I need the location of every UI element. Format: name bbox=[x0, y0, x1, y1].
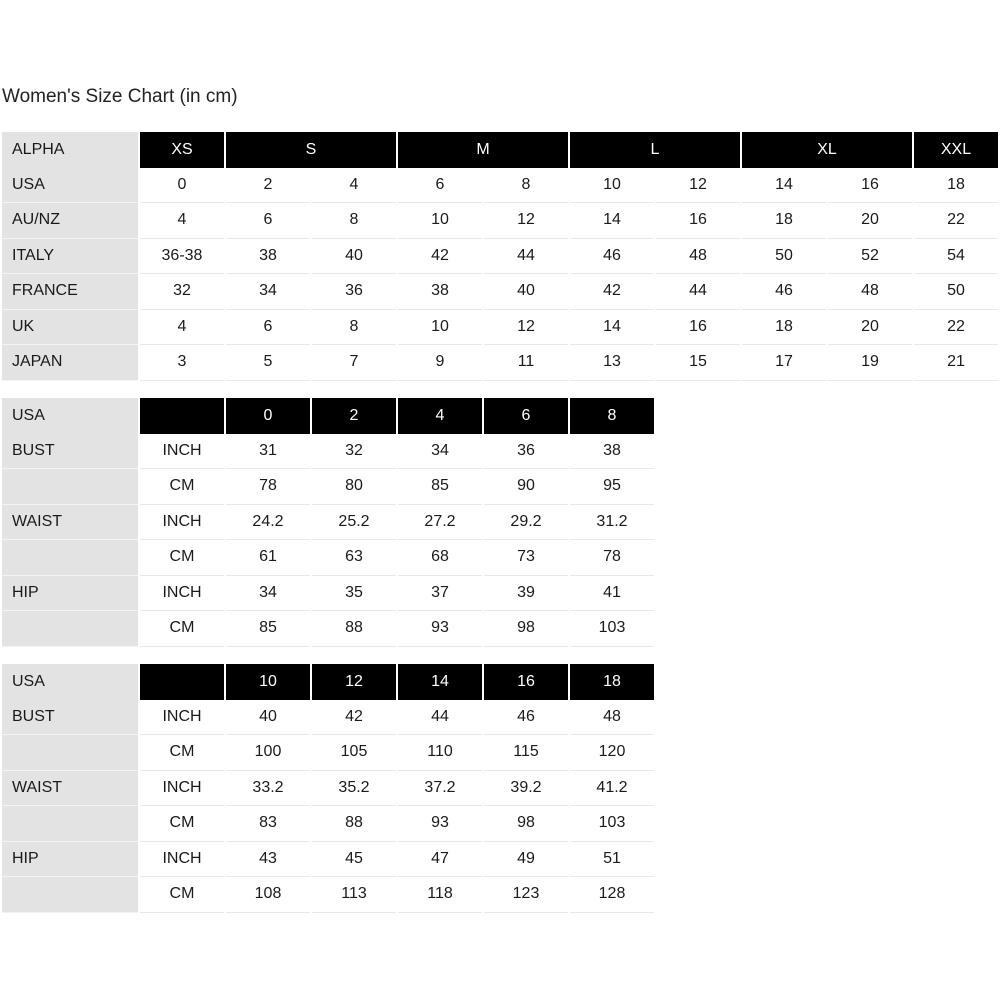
table-cell: 98 bbox=[484, 611, 568, 647]
size-group-header: XL bbox=[742, 132, 912, 168]
unit-label: CM bbox=[140, 540, 224, 576]
size-group-header: M bbox=[398, 132, 568, 168]
table-cell: 93 bbox=[398, 611, 482, 647]
table-cell: 11 bbox=[484, 345, 568, 381]
table-cell: 4 bbox=[312, 168, 396, 204]
table-cell: 44 bbox=[398, 700, 482, 736]
row-label: AU/NZ bbox=[2, 203, 138, 239]
table-cell: 46 bbox=[742, 274, 826, 310]
table-cell: 18 bbox=[914, 168, 998, 204]
table-cell: 0 bbox=[140, 168, 224, 204]
table-cell: 34 bbox=[398, 434, 482, 470]
table-row bbox=[2, 611, 654, 647]
table-cell: 39.2 bbox=[484, 771, 568, 807]
row-label: ITALY bbox=[2, 239, 138, 275]
size-header: 16 bbox=[484, 664, 568, 700]
table-cell: 83 bbox=[226, 806, 310, 842]
table-cell: 6 bbox=[226, 310, 310, 346]
header-label: USA bbox=[2, 398, 138, 434]
table-cell: 16 bbox=[656, 310, 740, 346]
table-cell: 54 bbox=[914, 239, 998, 275]
measurement-label: WAIST bbox=[2, 771, 138, 807]
table-cell: 5 bbox=[226, 345, 310, 381]
table-cell: 38 bbox=[570, 434, 654, 470]
table-cell: 22 bbox=[914, 310, 998, 346]
size-header: 14 bbox=[398, 664, 482, 700]
measurement-label: BUST bbox=[2, 434, 138, 470]
table-cell: 103 bbox=[570, 611, 654, 647]
table-cell: 38 bbox=[226, 239, 310, 275]
table-cell: 27.2 bbox=[398, 505, 482, 541]
table-cell: 2 bbox=[226, 168, 310, 204]
table-row bbox=[2, 540, 654, 576]
table-cell: 16 bbox=[828, 168, 912, 204]
size-header: 18 bbox=[570, 664, 654, 700]
table-row bbox=[2, 434, 654, 470]
table-cell: 46 bbox=[570, 239, 654, 275]
page-title: Women's Size Chart (in cm) bbox=[2, 86, 238, 107]
table-cell: 31.2 bbox=[570, 505, 654, 541]
table-cell: 36 bbox=[312, 274, 396, 310]
table-cell: 29.2 bbox=[484, 505, 568, 541]
table-cell: 24.2 bbox=[226, 505, 310, 541]
table-row bbox=[2, 735, 654, 771]
table-cell: 36-38 bbox=[140, 239, 224, 275]
table-row bbox=[2, 274, 998, 310]
table-cell: 20 bbox=[828, 203, 912, 239]
table-header-row bbox=[2, 132, 998, 168]
table-cell: 14 bbox=[570, 310, 654, 346]
table-cell: 12 bbox=[484, 203, 568, 239]
table-row bbox=[2, 505, 654, 541]
table-cell: 15 bbox=[656, 345, 740, 381]
table-row bbox=[2, 310, 998, 346]
table-row bbox=[2, 771, 654, 807]
table-cell: 4 bbox=[140, 203, 224, 239]
table-row bbox=[2, 168, 998, 204]
size-header: 10 bbox=[226, 664, 310, 700]
table-cell: 73 bbox=[484, 540, 568, 576]
table-cell: 10 bbox=[570, 168, 654, 204]
table-cell: 20 bbox=[828, 310, 912, 346]
table-cell: 14 bbox=[570, 203, 654, 239]
table-cell: 40 bbox=[312, 239, 396, 275]
table-cell: 18 bbox=[742, 203, 826, 239]
measurement-label bbox=[2, 806, 138, 842]
table-cell: 13 bbox=[570, 345, 654, 381]
table-cell: 51 bbox=[570, 842, 654, 878]
size-header: 8 bbox=[570, 398, 654, 434]
unit-label: CM bbox=[140, 877, 224, 913]
table-cell: 34 bbox=[226, 274, 310, 310]
table-cell: 108 bbox=[226, 877, 310, 913]
table-cell: 49 bbox=[484, 842, 568, 878]
table-cell: 35.2 bbox=[312, 771, 396, 807]
table-cell: 105 bbox=[312, 735, 396, 771]
table-row bbox=[2, 576, 654, 612]
table-cell: 36 bbox=[484, 434, 568, 470]
table-row bbox=[2, 203, 998, 239]
table-cell: 10 bbox=[398, 310, 482, 346]
table-cell: 8 bbox=[484, 168, 568, 204]
table-cell: 34 bbox=[226, 576, 310, 612]
table-cell: 113 bbox=[312, 877, 396, 913]
table-cell: 93 bbox=[398, 806, 482, 842]
table-cell: 61 bbox=[226, 540, 310, 576]
unit-label: CM bbox=[140, 806, 224, 842]
table-cell: 32 bbox=[312, 434, 396, 470]
size-group-header: L bbox=[570, 132, 740, 168]
table-cell: 12 bbox=[484, 310, 568, 346]
table-cell: 50 bbox=[742, 239, 826, 275]
size-header: 2 bbox=[312, 398, 396, 434]
table-cell: 40 bbox=[226, 700, 310, 736]
table-cell: 42 bbox=[398, 239, 482, 275]
table-cell: 115 bbox=[484, 735, 568, 771]
header-label: USA bbox=[2, 664, 138, 700]
row-label: UK bbox=[2, 310, 138, 346]
table-cell: 16 bbox=[656, 203, 740, 239]
table-cell: 46 bbox=[484, 700, 568, 736]
unit-label: CM bbox=[140, 469, 224, 505]
measurement-label: BUST bbox=[2, 700, 138, 736]
table-cell: 44 bbox=[656, 274, 740, 310]
table-cell: 88 bbox=[312, 806, 396, 842]
table-cell: 7 bbox=[312, 345, 396, 381]
table-cell: 95 bbox=[570, 469, 654, 505]
table-cell: 45 bbox=[312, 842, 396, 878]
table-cell: 33.2 bbox=[226, 771, 310, 807]
table-cell: 3 bbox=[140, 345, 224, 381]
table-cell: 21 bbox=[914, 345, 998, 381]
table-cell: 6 bbox=[226, 203, 310, 239]
row-label: USA bbox=[2, 168, 138, 204]
table-cell: 88 bbox=[312, 611, 396, 647]
table-cell: 50 bbox=[914, 274, 998, 310]
table-cell: 85 bbox=[226, 611, 310, 647]
table-cell: 43 bbox=[226, 842, 310, 878]
unit-label: CM bbox=[140, 611, 224, 647]
table-cell: 52 bbox=[828, 239, 912, 275]
table-cell: 31 bbox=[226, 434, 310, 470]
table-cell: 18 bbox=[742, 310, 826, 346]
table-cell: 118 bbox=[398, 877, 482, 913]
table-row bbox=[2, 806, 654, 842]
size-group-header: S bbox=[226, 132, 396, 168]
table-cell: 6 bbox=[398, 168, 482, 204]
table-cell: 90 bbox=[484, 469, 568, 505]
size-header: 0 bbox=[226, 398, 310, 434]
size-conversion-table bbox=[0, 132, 1000, 381]
size-header: 6 bbox=[484, 398, 568, 434]
table-cell: 41.2 bbox=[570, 771, 654, 807]
table-row bbox=[2, 469, 654, 505]
table-cell: 42 bbox=[312, 700, 396, 736]
table-cell: 35 bbox=[312, 576, 396, 612]
table-cell: 32 bbox=[140, 274, 224, 310]
unit-label: INCH bbox=[140, 842, 224, 878]
measurement-label bbox=[2, 469, 138, 505]
table-row bbox=[2, 842, 654, 878]
measurement-label bbox=[2, 611, 138, 647]
header-label: ALPHA bbox=[2, 132, 138, 168]
table-cell: 98 bbox=[484, 806, 568, 842]
table-cell: 48 bbox=[656, 239, 740, 275]
table-cell: 42 bbox=[570, 274, 654, 310]
table-cell: 78 bbox=[570, 540, 654, 576]
table-cell: 8 bbox=[312, 310, 396, 346]
table-cell: 128 bbox=[570, 877, 654, 913]
table-cell: 123 bbox=[484, 877, 568, 913]
table-cell: 85 bbox=[398, 469, 482, 505]
table-cell: 68 bbox=[398, 540, 482, 576]
table-cell: 48 bbox=[570, 700, 654, 736]
measurement-label: HIP bbox=[2, 842, 138, 878]
table-cell: 37.2 bbox=[398, 771, 482, 807]
table-row bbox=[2, 345, 998, 381]
table-cell: 17 bbox=[742, 345, 826, 381]
table-cell: 10 bbox=[398, 203, 482, 239]
unit-label: INCH bbox=[140, 771, 224, 807]
table-row bbox=[2, 877, 654, 913]
unit-label: INCH bbox=[140, 576, 224, 612]
row-label: JAPAN bbox=[2, 345, 138, 381]
unit-label: INCH bbox=[140, 505, 224, 541]
table-cell: 120 bbox=[570, 735, 654, 771]
table-cell: 100 bbox=[226, 735, 310, 771]
table-header-row bbox=[2, 398, 654, 434]
table-cell: 12 bbox=[656, 168, 740, 204]
table-cell: 40 bbox=[484, 274, 568, 310]
table-cell: 44 bbox=[484, 239, 568, 275]
size-group-header: XS bbox=[140, 132, 224, 168]
table-cell: 48 bbox=[828, 274, 912, 310]
table-cell: 19 bbox=[828, 345, 912, 381]
measurement-label bbox=[2, 540, 138, 576]
unit-header bbox=[140, 398, 224, 434]
measurement-label: HIP bbox=[2, 576, 138, 612]
table-cell: 110 bbox=[398, 735, 482, 771]
table-cell: 37 bbox=[398, 576, 482, 612]
unit-label: INCH bbox=[140, 434, 224, 470]
measurement-table-large bbox=[0, 664, 656, 913]
table-cell: 63 bbox=[312, 540, 396, 576]
table-header-row bbox=[2, 664, 654, 700]
row-label: FRANCE bbox=[2, 274, 138, 310]
table-cell: 38 bbox=[398, 274, 482, 310]
table-cell: 47 bbox=[398, 842, 482, 878]
size-group-header: XXL bbox=[914, 132, 998, 168]
measurement-label bbox=[2, 735, 138, 771]
size-header: 12 bbox=[312, 664, 396, 700]
measurement-table-small bbox=[0, 398, 656, 647]
table-cell: 80 bbox=[312, 469, 396, 505]
size-header: 4 bbox=[398, 398, 482, 434]
table-row bbox=[2, 700, 654, 736]
table-cell: 78 bbox=[226, 469, 310, 505]
measurement-label: WAIST bbox=[2, 505, 138, 541]
table-row bbox=[2, 239, 998, 275]
table-cell: 22 bbox=[914, 203, 998, 239]
unit-label: INCH bbox=[140, 700, 224, 736]
measurement-label bbox=[2, 877, 138, 913]
table-cell: 41 bbox=[570, 576, 654, 612]
table-cell: 8 bbox=[312, 203, 396, 239]
table-cell: 103 bbox=[570, 806, 654, 842]
table-cell: 9 bbox=[398, 345, 482, 381]
table-cell: 25.2 bbox=[312, 505, 396, 541]
table-cell: 14 bbox=[742, 168, 826, 204]
table-cell: 39 bbox=[484, 576, 568, 612]
unit-label: CM bbox=[140, 735, 224, 771]
unit-header bbox=[140, 664, 224, 700]
table-cell: 4 bbox=[140, 310, 224, 346]
